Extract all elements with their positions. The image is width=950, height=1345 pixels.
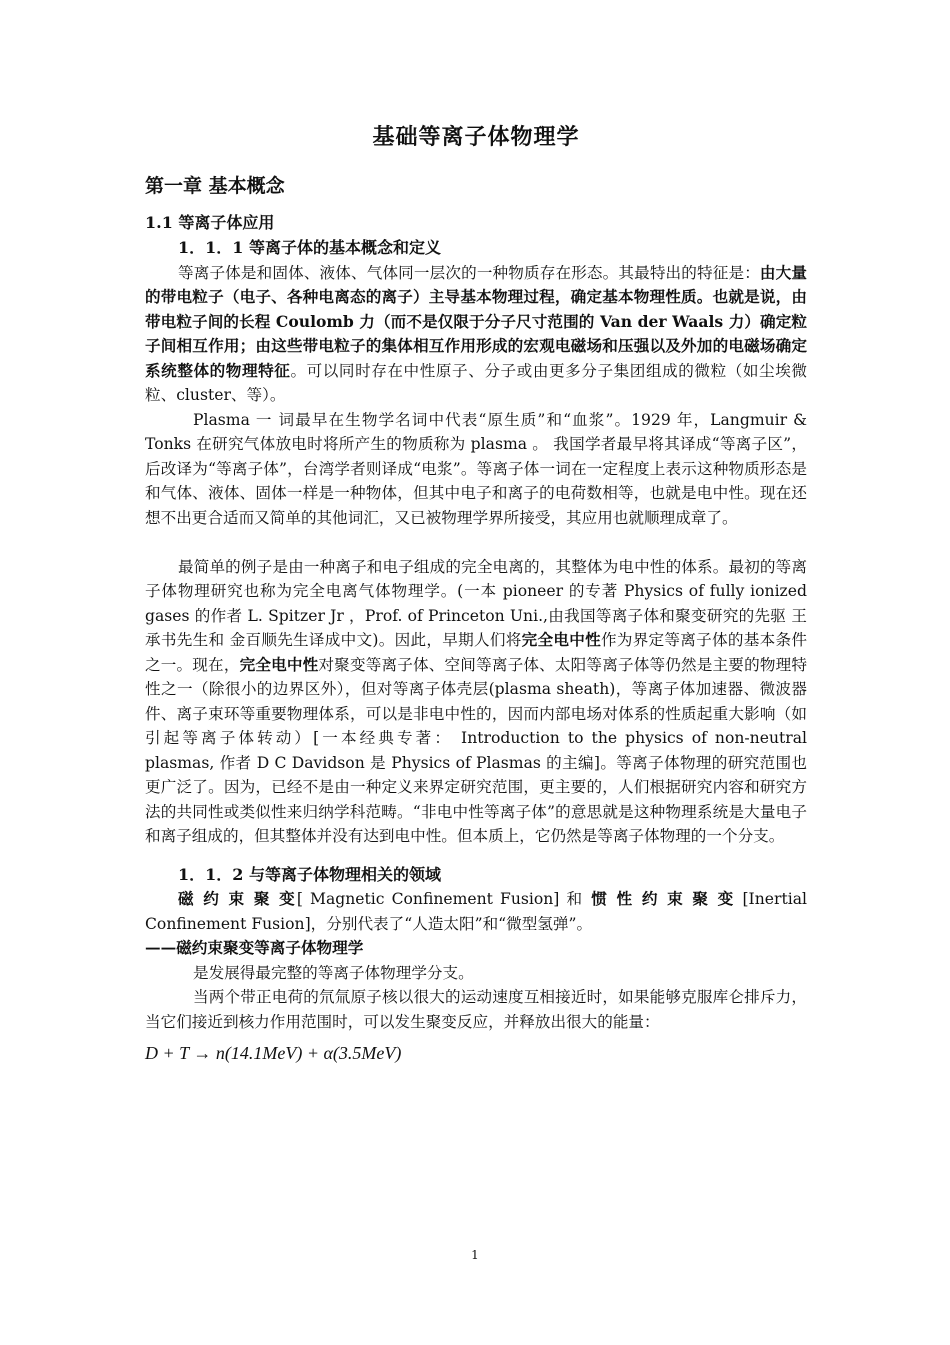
paragraph-fusion-reaction: 当两个带正电荷的氘氚原子核以很大的运动速度互相接近时，如果能够克服库仑排斥力，当它们接近到核力作用范围时，可以发生聚变反应，并释放出很大的能量： <box>145 988 807 1031</box>
equation-plus-alpha: + α <box>302 1043 333 1063</box>
text-run: [ Magnetic Confinement Fusion] 和 <box>296 890 592 908</box>
paragraph-neutrality <box>145 555 807 849</box>
bold-text-run: 完全电中性 <box>239 654 319 674</box>
text-run: 等离子体是和固体、液体、气体同一层次的一种物质存在形态。其最特出的特征是： <box>178 263 760 282</box>
alpha-energy: (3.5MeV) <box>332 1043 402 1063</box>
text-run: 对聚变等离子体、空间等离子体、太阳等离子体等仍然是主要的物理特性之一（除很小的边界区外），但对等离子体壳层(plasma sheath)，等离子体加速器、微波器件、离子束环等重要物理体系，可以是非电中性的，因而内部电场对体系的性质起重大影响（如引起等离子体转动）[一本经典专著： Introduction to the physics of non-neutral plasmas, 作者 D C Davidson 是 Physics of Plasmas 的主编]。等离子体物理的研究范围也更广泛了。因为，已经不是由一种定义来界定研究范围，更主要的，人们根据研究内容和研究方法的共同性或类似性来归纳学科范畴。“非电中性等离子体”的意思就是这种物理系统是大量电子和离子组成的，但其整体并没有达到电中性。但本质上，它仍然是等离子体物理的一个分支。 <box>145 655 807 845</box>
document-title: 基础等离子体物理学 <box>372 124 580 150</box>
text-run: [Inertial Confinement Fusion]，分别代表了“人造太阳”和“微型氢弹”。 <box>145 890 807 933</box>
subsection-heading-2: 1．1．2 与等离子体物理相关的领域 <box>178 864 441 884</box>
text-run: 最简单的例子是由一种离子和电子组成的完全电离的，其整体为电中性的体系。最初的等离子体物理研究也称为完全电离气体物理学。(一本 pioneer 的专著 Physics of fully ionized gases 的作者 L. Spitzer Jr ，Prof. of Princeton Uni.,由我国等离子体和聚变研究的先驱 王承书先生和 金百顺先生译成中文)。因此，早期人们将 <box>145 557 807 649</box>
mcf-heading: ——磁约束聚变等离子体物理学 <box>145 938 364 957</box>
equation-lhs: D + T → n <box>145 1043 225 1063</box>
paragraph-definition <box>145 261 807 408</box>
paragraph-mcf-desc: 是发展得最完整的等离子体物理学分支。 <box>193 963 474 982</box>
spacer <box>145 530 807 555</box>
chapter-heading: 第一章 基本概念 <box>145 175 285 197</box>
paragraph-plasma-term: Plasma 一 词最早在生物学名词中代表“原生质”和“血浆”。1929 年，Langmuir & Tonks 在研究气体放电时将所产生的物质称为 plasma 。 我国学者最早将其译成“等离子区”，后改译为“等离子体”，台湾学者则译成“电浆”。等离子体一词在一定程度上表示这种物质形态是和气体、液体、固体一样是一种物体，但其中电子和离子的电荷数相等，也就是电中性。现在还想不出更合适而又简单的其他词汇，又已被物理学界所接受，其应用也就顺理成章了。 <box>145 410 807 527</box>
fusion-equation <box>145 1040 807 1066</box>
bold-text-run: 由大量的带电粒子（电子、各种电离态的离子）主导基本物理过程，确定基本物理性质。也就是说，由带电粒子间的长程 Coulomb 力（而不是仅限于分子尺寸范围的 Van der Waals 力）确定粒子间相互作用；由这些带电粒子的集体相互作用形成的宏观电磁场和压强以及外加的电磁场确定系统整体的物理特征 <box>145 262 807 380</box>
text-run: 作为界定等离子体的基本条件之一。现在， <box>145 631 807 674</box>
document-content <box>145 120 807 1066</box>
page-number: 1 <box>471 1248 479 1262</box>
spacer <box>145 849 807 863</box>
bold-text-run: 惯 性 约 束 聚 变 <box>591 889 736 908</box>
section-heading: 1.1 等离子体应用 <box>145 213 275 232</box>
subsection-heading-1: 1．1．1 等离子体的基本概念和定义 <box>178 238 441 257</box>
bold-text-run: 完全电中性 <box>521 630 601 649</box>
paragraph-fusion-types <box>145 887 807 936</box>
bold-text-run: 磁 约 束 聚 变 <box>178 889 297 908</box>
text-run: 。可以同时存在中性原子、分子或由更多分子集团组成的微粒（如尘埃微粒、cluster、等）。 <box>145 361 807 404</box>
neutron-energy: (14.1MeV) <box>224 1043 303 1063</box>
